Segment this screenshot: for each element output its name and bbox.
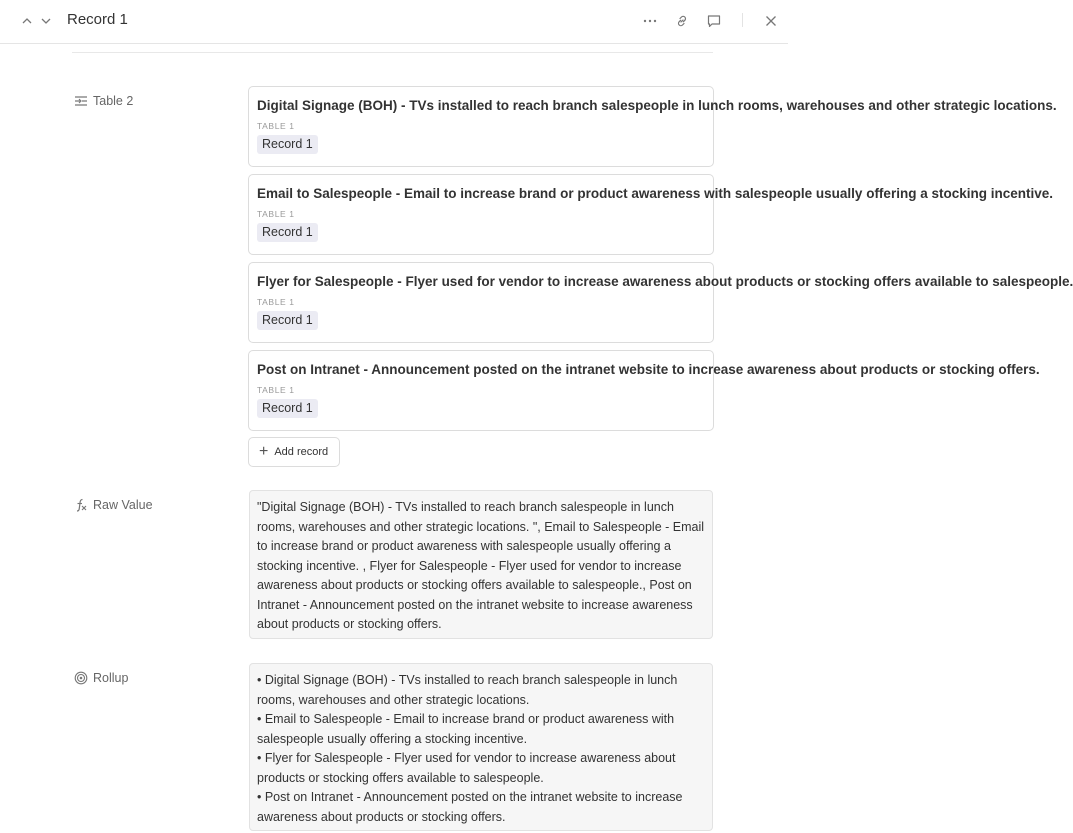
linked-record-chip[interactable]: Record 1 <box>257 223 318 242</box>
rollup-item: • Post on Intranet - Announcement posted on the intranet website to increase awareness about products or stocking offers. <box>257 790 683 824</box>
linked-record-table-label: TABLE 1 <box>257 297 295 307</box>
add-record-button[interactable] <box>248 437 340 467</box>
field-label-text: Raw Value <box>93 498 153 512</box>
more-icon[interactable] <box>642 12 658 30</box>
field-label-raw-value <box>74 498 153 512</box>
linked-record-title: Flyer for Salespeople - Flyer used for vendor to increase awareness about products or stocking offers available to salespeople. <box>257 274 1073 289</box>
linked-record-table-label: TABLE 1 <box>257 121 295 131</box>
linked-record-card[interactable] <box>248 262 1073 343</box>
rollup-item: • Flyer for Salespeople - Flyer used for vendor to increase awareness about products or stocking offers available to salespeople. <box>257 751 676 785</box>
field-label-text: Table 2 <box>93 94 134 108</box>
comment-icon[interactable] <box>706 12 722 30</box>
linked-record-title: Email to Salespeople - Email to increase brand or product awareness with salespeople usually offering a stocking incentive. <box>257 186 1053 201</box>
section-divider <box>72 52 713 53</box>
field-label-table-2 <box>74 94 133 108</box>
plus-icon: + <box>259 443 269 460</box>
header-divider <box>742 13 743 27</box>
linked-record-table-label: TABLE 1 <box>257 209 295 219</box>
field-label-text: Rollup <box>93 671 129 685</box>
linked-table-icon <box>74 94 90 108</box>
linked-record-card[interactable] <box>248 174 1053 255</box>
linked-record-title: Post on Intranet - Announcement posted on the intranet website to increase awareness about products or stocking offers. <box>257 362 1040 377</box>
rollup-output <box>249 663 713 831</box>
linked-record-card[interactable] <box>248 86 1057 167</box>
link-icon[interactable] <box>674 12 690 30</box>
add-record-label: Add record <box>274 446 329 458</box>
linked-record-chip[interactable]: Record 1 <box>257 399 318 418</box>
record-title: Record 1 <box>67 11 128 28</box>
formula-icon <box>74 498 90 512</box>
field-label-rollup <box>74 671 128 685</box>
linked-record-card[interactable] <box>248 350 1040 431</box>
linked-record-table-label: TABLE 1 <box>257 385 295 395</box>
rollup-item: • Digital Signage (BOH) - TVs installed to reach branch salespeople in lunch rooms, warehouses and other strategic locations. <box>257 673 678 707</box>
chevron-up-icon[interactable] <box>19 13 35 29</box>
raw-value-output: "Digital Signage (BOH) - TVs installed to reach branch salespeople in lunch rooms, warehouses and other strategic locations. ", Email to Salespeople - Email to increase brand or product awareness with salespeople usually offering a stocking incentive. , Flyer for Salespeople - Flyer used for vendor to increase awareness about products or stocking offers available to salespeople., Post on Intranet - Announcement posted on the intranet website to increase awareness about products or stocking offers. <box>249 490 713 639</box>
chevron-down-icon[interactable] <box>38 13 54 29</box>
rollup-icon <box>74 671 90 685</box>
linked-record-chip[interactable]: Record 1 <box>257 135 318 154</box>
linked-record-title: Digital Signage (BOH) - TVs installed to reach branch salespeople in lunch rooms, warehouses and other strategic locations. <box>257 98 1057 113</box>
rollup-item: • Email to Salespeople - Email to increase brand or product awareness with salespeople usually offering a stocking incentive. <box>257 712 675 746</box>
close-icon[interactable] <box>763 12 779 30</box>
linked-record-chip[interactable]: Record 1 <box>257 311 318 330</box>
record-header <box>0 0 788 44</box>
